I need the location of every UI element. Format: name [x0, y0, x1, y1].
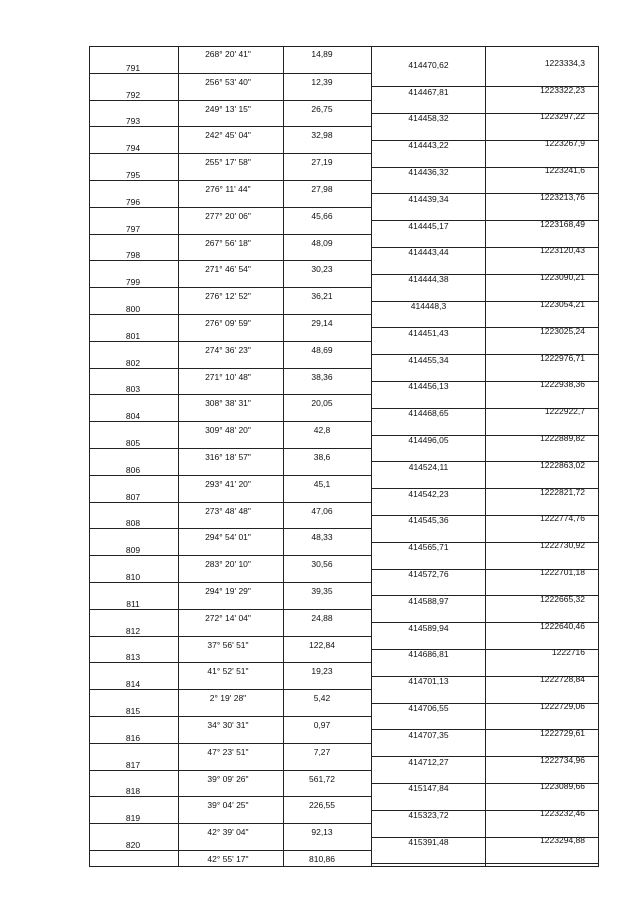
- point-number-cell: 818: [125, 786, 141, 797]
- point-number-cell: 812: [125, 625, 141, 636]
- point-number-cell: 816: [125, 732, 141, 743]
- point-number-cell: 806: [125, 464, 141, 475]
- distance-cell: 27,19: [311, 157, 333, 168]
- distance-cell: 30,23: [311, 264, 333, 275]
- point-number-cell: 809: [125, 545, 141, 556]
- x-coordinate-cell: 414443,22: [408, 140, 449, 151]
- x-coordinate-cell: 414448,3: [410, 301, 447, 311]
- table-row-rule: [89, 126, 371, 127]
- table-row-rule: [89, 234, 371, 235]
- bearing-cell: 283° 20' 10": [205, 559, 251, 570]
- distance-cell: 226,55: [309, 800, 335, 811]
- distance-cell: 12,39: [311, 76, 333, 87]
- bearing-cell: 272° 14' 04": [205, 612, 251, 623]
- distance-cell: 29,14: [311, 318, 333, 328]
- y-coordinate-cell: 1222729,06: [540, 701, 585, 711]
- distance-cell: 38,36: [311, 371, 333, 382]
- table-row-rule: [89, 287, 371, 288]
- point-number-cell: 801: [125, 330, 141, 341]
- y-coordinate-cell: 1222701,18: [540, 567, 585, 577]
- bearing-cell: 308° 38' 31": [205, 398, 251, 409]
- bearing-cell: 267° 56' 18": [205, 237, 251, 248]
- bearing-cell: 294° 19' 29": [205, 586, 251, 596]
- x-coordinate-cell: 414524,11: [408, 461, 449, 472]
- y-coordinate-cell: 1222728,84: [540, 674, 585, 685]
- bearing-cell: 274° 36' 23": [205, 344, 251, 355]
- bearing-cell: 293° 41' 20": [205, 478, 251, 489]
- point-number-cell: 810: [125, 572, 141, 582]
- y-coordinate-cell: 1223334,3: [544, 57, 585, 68]
- table-row-rule: [89, 421, 371, 422]
- y-coordinate-cell: 1222821,72: [540, 486, 585, 497]
- point-number-cell: 807: [125, 491, 141, 502]
- distance-cell: 48,09: [311, 237, 333, 248]
- distance-cell: 26,75: [311, 103, 333, 114]
- x-coordinate-cell: 414445,17: [408, 220, 449, 231]
- x-coordinate-cell: 414455,34: [408, 354, 449, 365]
- bearing-cell: 34° 30' 31": [207, 720, 249, 730]
- x-coordinate-cell: 414470,62: [408, 59, 449, 70]
- distance-cell: 42,8: [313, 425, 331, 436]
- x-coordinate-cell: 414458,32: [408, 113, 449, 124]
- distance-cell: 32,98: [311, 130, 333, 141]
- table-row-rule: [89, 662, 371, 663]
- y-coordinate-cell: 1223120,43: [540, 245, 585, 256]
- bearing-cell: 2° 19' 28": [209, 693, 247, 704]
- x-coordinate-cell: 414589,94: [408, 622, 449, 633]
- bearing-cell: 37° 56' 51": [207, 639, 249, 650]
- x-coordinate-cell: 414443,44: [408, 247, 449, 258]
- x-coordinate-cell: 414436,32: [408, 167, 449, 177]
- bearing-cell: 256° 53' 40": [205, 76, 251, 87]
- point-number-cell: 793: [125, 116, 141, 127]
- x-coordinate-cell: 414439,34: [408, 193, 449, 204]
- y-coordinate-cell: 1223090,21: [540, 272, 585, 283]
- point-number-cell: 804: [125, 411, 141, 422]
- distance-cell: 14,89: [311, 49, 333, 59]
- table-row-rule: [89, 796, 371, 797]
- x-coordinate-cell: 414542,23: [408, 488, 449, 499]
- x-coordinate-cell: 414588,97: [408, 595, 449, 606]
- point-number-cell: 794: [125, 143, 141, 154]
- table-row-rule: [89, 636, 371, 637]
- bearing-cell: 276° 09' 59": [205, 318, 251, 328]
- y-coordinate-cell: 1223213,76: [540, 191, 585, 202]
- bearing-cell: 273° 48' 48": [205, 505, 251, 516]
- distance-cell: 810,86: [309, 854, 335, 864]
- x-coordinate-cell: 414565,71: [408, 542, 449, 553]
- table-row-rule: [89, 502, 371, 503]
- table-row-rule: [89, 609, 371, 610]
- table-row-rule: [89, 823, 371, 824]
- table-row-rule: [89, 716, 371, 717]
- distance-cell: 48,33: [311, 532, 333, 543]
- x-coordinate-cell: 414701,13: [408, 676, 449, 687]
- table-row-rule: [371, 863, 599, 864]
- distance-cell: 122,84: [309, 639, 335, 650]
- table-row-rule: [89, 448, 371, 449]
- distance-cell: 45,66: [311, 210, 333, 221]
- x-coordinate-cell: 414467,81: [408, 86, 449, 97]
- bearing-cell: 277° 20' 06": [205, 210, 251, 221]
- table-bottom-rule: [89, 866, 599, 867]
- bearing-cell: 309° 48' 20": [205, 425, 251, 436]
- bearing-cell: 42° 55' 17": [207, 854, 249, 864]
- x-coordinate-cell: 414545,36: [408, 515, 449, 526]
- point-number-cell: 811: [126, 598, 140, 609]
- x-coordinate-cell: 414496,05: [408, 435, 449, 445]
- bearing-cell: 268° 20' 41": [205, 49, 251, 59]
- x-coordinate-cell: 414451,43: [408, 327, 449, 338]
- y-coordinate-cell: 1223294,88: [540, 835, 585, 845]
- point-number-cell: 819: [125, 813, 141, 824]
- distance-cell: 5,42: [313, 693, 331, 704]
- point-number-cell: 808: [125, 518, 141, 529]
- table-row-rule: [89, 555, 371, 556]
- bearing-cell: 39° 09' 26": [207, 773, 249, 784]
- x-coordinate-cell: 414707,35: [408, 729, 449, 740]
- point-number-cell: 803: [125, 384, 141, 395]
- distance-cell: 47,06: [311, 505, 333, 516]
- y-coordinate-cell: 1223054,21: [540, 299, 585, 309]
- x-coordinate-cell: 414686,81: [408, 649, 449, 660]
- point-number-cell: 802: [125, 357, 141, 368]
- point-number-cell: 795: [125, 170, 141, 180]
- point-number-cell: 800: [125, 304, 141, 314]
- bearing-cell: 47° 23' 51": [207, 746, 249, 757]
- point-number-cell: 805: [125, 438, 141, 448]
- bearing-cell: 276° 11' 44": [205, 184, 251, 194]
- y-coordinate-cell: 1222665,32: [540, 593, 585, 604]
- bearing-cell: 276° 12' 52": [205, 291, 251, 302]
- y-coordinate-cell: 1223267,9: [544, 138, 585, 149]
- y-coordinate-cell: 1223089,66: [540, 781, 585, 792]
- y-coordinate-cell: 1223297,22: [540, 111, 585, 122]
- point-number-cell: 817: [125, 759, 141, 770]
- table-row-rule: [89, 207, 371, 208]
- table-column-rule: [598, 46, 599, 866]
- point-number-cell: 796: [125, 196, 141, 207]
- point-number-cell: 814: [125, 679, 141, 690]
- bearing-cell: 41° 52' 51": [207, 666, 249, 677]
- point-number-cell: 815: [125, 706, 141, 716]
- x-coordinate-cell: 414572,76: [408, 569, 449, 579]
- point-number-cell: 797: [125, 223, 141, 234]
- x-coordinate-cell: 414468,65: [408, 408, 449, 419]
- x-coordinate-cell: 414706,55: [408, 703, 449, 713]
- bearing-cell: 42° 39' 04": [207, 827, 249, 838]
- bearing-cell: 316° 18' 57": [205, 452, 251, 462]
- x-coordinate-cell: 415323,72: [408, 810, 449, 821]
- distance-cell: 45,1: [313, 478, 331, 489]
- x-coordinate-cell: 414444,38: [408, 274, 449, 285]
- table-row-rule: [89, 260, 371, 261]
- distance-cell: 561,72: [309, 773, 335, 784]
- bearing-cell: 255° 17' 58": [205, 157, 251, 168]
- x-coordinate-cell: 415391,48: [408, 837, 449, 847]
- x-coordinate-cell: 414456,13: [408, 381, 449, 392]
- distance-cell: 24,88: [311, 612, 333, 623]
- y-coordinate-cell: 1223232,46: [540, 808, 585, 819]
- table-row-rule: [89, 180, 371, 181]
- y-coordinate-cell: 1222863,02: [540, 459, 585, 470]
- table-row-rule: [89, 475, 371, 476]
- bearing-cell: 39° 04' 25": [207, 800, 249, 811]
- bearing-cell: 249° 13' 15": [205, 103, 251, 114]
- table-row-rule: [89, 770, 371, 771]
- y-coordinate-cell: 1223168,49: [540, 218, 585, 229]
- y-coordinate-cell: 1223025,24: [540, 325, 585, 336]
- table-row-rule: [89, 46, 371, 47]
- table-row-rule: [89, 341, 371, 342]
- bearing-cell: 242° 45' 04": [205, 130, 251, 141]
- y-coordinate-cell: 1222976,71: [540, 352, 585, 363]
- y-coordinate-cell: 1223241,6: [544, 165, 585, 175]
- y-coordinate-cell: 1222716: [551, 647, 585, 658]
- table-row-rule: [89, 689, 371, 690]
- table-row-rule: [89, 528, 371, 529]
- distance-cell: 48,69: [311, 344, 333, 355]
- point-number-cell: 813: [125, 652, 141, 663]
- table-row-rule: [89, 314, 371, 315]
- y-coordinate-cell: 1222889,82: [540, 433, 585, 443]
- table-row-rule: [89, 368, 371, 369]
- distance-cell: 39,35: [311, 586, 333, 596]
- point-number-cell: 820: [125, 840, 141, 850]
- distance-cell: 38,6: [313, 452, 331, 462]
- distance-cell: 19,23: [311, 666, 333, 677]
- point-number-cell: 798: [125, 250, 141, 261]
- distance-cell: 36,21: [311, 291, 333, 302]
- y-coordinate-cell: 1222774,76: [540, 513, 585, 524]
- distance-cell: 92,13: [311, 827, 333, 838]
- y-coordinate-cell: 1222730,92: [540, 540, 585, 551]
- distance-cell: 30,56: [311, 559, 333, 570]
- distance-cell: 20,05: [311, 398, 333, 409]
- table-row-rule: [89, 73, 371, 74]
- table-row-rule: [371, 46, 599, 47]
- bearing-cell: 271° 46' 54": [205, 264, 251, 275]
- table-row-rule: [89, 100, 371, 101]
- y-coordinate-cell: 1222734,96: [540, 754, 585, 765]
- point-number-cell: 791: [125, 62, 141, 73]
- y-coordinate-cell: 1222922,7: [544, 406, 585, 417]
- y-coordinate-cell: 1223322,23: [540, 84, 585, 95]
- distance-cell: 7,27: [313, 746, 331, 757]
- distance-cell: 27,98: [311, 184, 333, 194]
- x-coordinate-cell: 415147,84: [408, 783, 449, 794]
- table-row-rule: [89, 743, 371, 744]
- y-coordinate-cell: 1222938,36: [540, 379, 585, 390]
- bearing-cell: 271° 10' 48": [205, 371, 251, 382]
- point-number-cell: 792: [125, 89, 141, 100]
- table-row-rule: [89, 153, 371, 154]
- y-coordinate-cell: 1222640,46: [540, 620, 585, 631]
- x-coordinate-cell: 414712,27: [408, 756, 449, 767]
- y-coordinate-cell: 1222729,61: [540, 727, 585, 738]
- distance-cell: 0,97: [313, 720, 331, 730]
- table-row-rule: [89, 582, 371, 583]
- table-row-rule: [89, 850, 371, 851]
- bearing-cell: 294° 54' 01": [205, 532, 251, 543]
- point-number-cell: 799: [125, 277, 141, 288]
- table-row-rule: [89, 394, 371, 395]
